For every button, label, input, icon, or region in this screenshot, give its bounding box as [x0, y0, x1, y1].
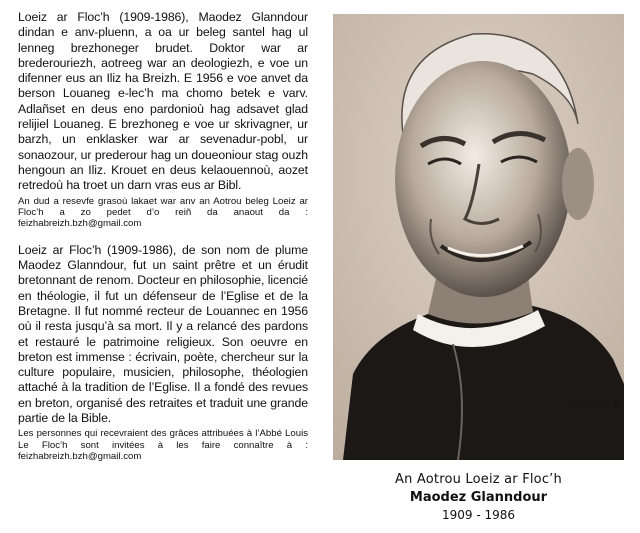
caption-pen-name: Maodez Glanndour: [409, 490, 548, 505]
breton-grace-note: An dud a resevfe grasoù lakaet war anv an Aotrou beleg Loeiz ar Floc’h a zo pedet d’o reiñ da anaout da : feizhabreizh.bzh@gmail.com: [18, 195, 308, 230]
paragraph-gap: [18, 230, 308, 243]
portrait-illustration: [333, 14, 624, 460]
caption-dates: 1909 - 1986: [441, 508, 516, 522]
portrait-drawing: [333, 14, 624, 460]
text-column: [18, 10, 308, 463]
caption-breton-name: An Aotrou Loeiz ar Floc’h: [395, 472, 562, 487]
right-ear: [562, 148, 594, 220]
breton-biography: Loeiz ar Floc’h (1909-1986), Maodez Glanndour dindan e anv-pluenn, a oa ur beleg santel hag ul lenneg brezhoneger brudet. Doktor war ar brederouriezh, aotreeg war an deologiezh, e voe un difenner eus an Iliz ha Breizh. E 1956 e voe anvet da berson Louaneg e-lec’h ma chomo betek e varv. Adlañset en deus eno pardonioù hag adsavet glad relijiel Louaneg. E brezhoneg e voe ur skrivagner, ur barzh, un enklasker war ar sevenadur-pobl, ur sonaozour, ur prederour hag un doueoniour stag ouzh hengoun an Iliz. Krouet en deus kelaouennoù, aozet retredoù ha troet un darn vras eus ar Bibl.: [18, 10, 308, 193]
french-biography: Loeiz ar Floc’h (1909-1986), de son nom de plume Maodez Glanndour, fut un saint prêtre et un érudit bretonnant de renom. Docteur en philosophie, licencié en théologie, il fut un défenseur de l’Eglise et de la Bretagne. Il fut nommé recteur de Louannec en 1956 où il resta jusqu’à sa mort. Il y a relancé des pardons et restauré le patrimoine religieux. Son oeuvre en breton est immense : écrivain, poète, chercheur sur la culture populaire, musicien, philosophe, théologien attaché à la tradition de l’Eglise. Il a fondé des revues en breton, organisé des retraites et traduit une grande partie de la Bible.: [18, 242, 308, 426]
french-grace-note: Les personnes qui recevraient des grâces attribuées à l’Abbé Louis Le Floc’h sont invitées à les faire connaître à : feizhabreizh.bzh@gmail.com: [18, 428, 308, 463]
artist-signature: A. Floc’h: [571, 398, 621, 411]
